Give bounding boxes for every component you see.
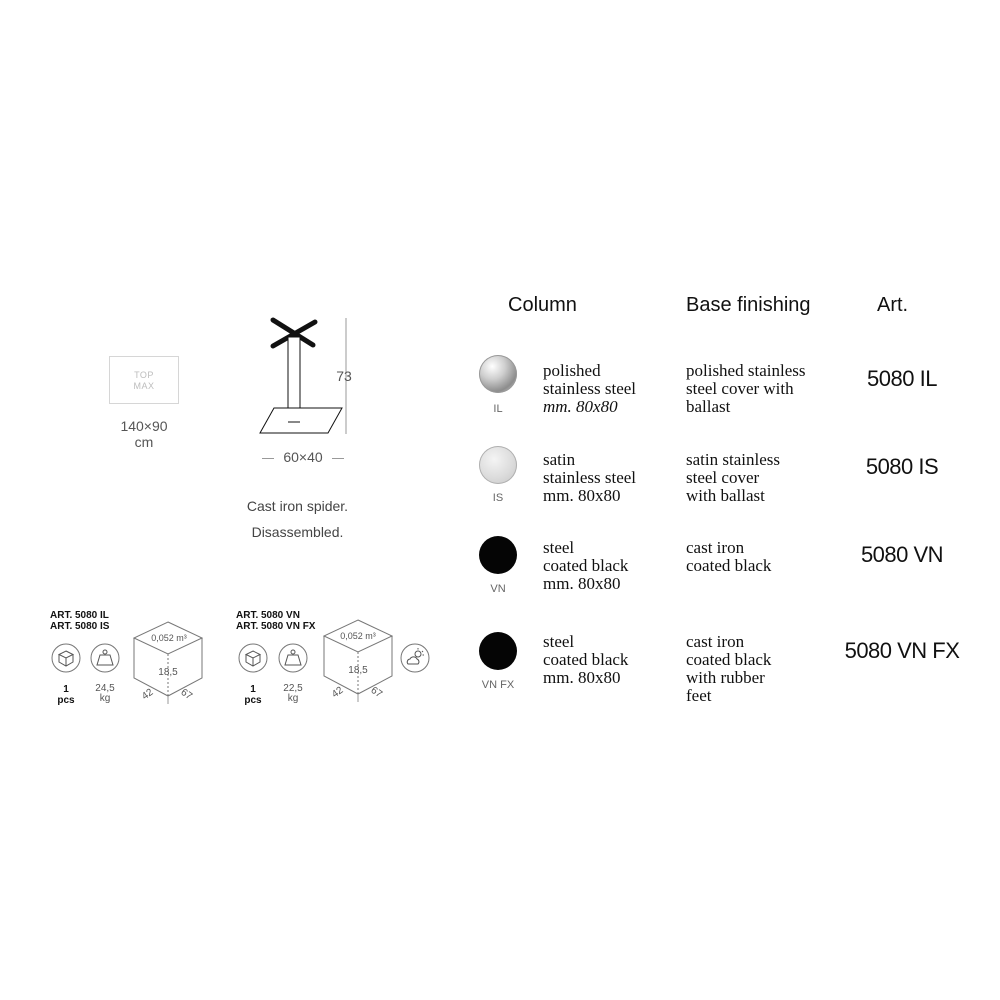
package-1-volume: 0,052 m³	[151, 633, 187, 643]
row-2-column-line-1: satin	[543, 450, 576, 469]
box-icon	[238, 643, 268, 673]
base-dimensions: 60×40	[258, 449, 348, 465]
package-1-quantity	[51, 684, 81, 706]
row-3-base-line-2: coated black	[686, 556, 772, 575]
row-4-base	[686, 633, 771, 705]
package-2-weight-unit: kg	[287, 693, 299, 704]
top-max-label-2: MAX	[133, 381, 155, 391]
row-2-art: 5080 IS	[865, 454, 939, 479]
swatch-polished-steel	[479, 355, 517, 393]
package-1-articles	[50, 610, 109, 632]
package-2-volume: 0,052 m³	[340, 631, 376, 641]
package-2-weight	[278, 684, 308, 704]
package-2-depth: 42	[330, 684, 346, 701]
row-3-column	[543, 539, 628, 593]
row-4-base-line-3: with rubber	[686, 668, 765, 687]
row-4-base-line-1: cast iron	[686, 632, 745, 651]
package-1-qty: 1	[63, 684, 69, 695]
row-3-column-line-2: coated black	[543, 556, 629, 575]
row-4-code: VN FX	[481, 679, 515, 691]
row-1-base-line-1: polished stainless	[686, 361, 806, 380]
package-1-weight-value: 24,5	[95, 683, 115, 694]
weight-icon	[278, 643, 308, 673]
base-note-line-2: Disassembled.	[251, 524, 344, 540]
row-2-column-line-2: stainless steel	[543, 468, 637, 487]
top-max-label-1: TOP	[134, 370, 154, 380]
row-2-base-line-3: with ballast	[686, 486, 765, 505]
row-1-column-line-1: polished	[543, 361, 601, 380]
package-2-weight-value: 22,5	[283, 683, 303, 694]
row-2-column	[543, 451, 636, 505]
row-2-base-line-1: satin stainless	[686, 450, 780, 469]
row-4-base-line-2: coated black	[686, 650, 772, 669]
package-1-width: 67	[178, 686, 194, 703]
package-1-weight-unit: kg	[99, 693, 111, 704]
base-note-line-1: Cast iron spider.	[246, 498, 349, 514]
package-2-art-2: ART. 5080 VN FX	[236, 621, 316, 632]
row-4-column-line-1: steel	[543, 632, 575, 651]
row-2-base-line-2: steel cover	[686, 468, 760, 487]
top-dim-unit: cm	[134, 434, 154, 450]
row-3-art: 5080 VN	[860, 542, 944, 567]
row-1-base-line-3: ballast	[686, 397, 731, 416]
row-4-column-line-2: coated black	[543, 650, 629, 669]
row-3-column-line-3: mm. 80x80	[543, 574, 621, 593]
header-base-finishing: Base finishing	[686, 294, 811, 316]
row-1-code: IL	[493, 403, 503, 415]
package-2-height: 18,5	[348, 665, 368, 676]
swatch-black	[479, 632, 517, 670]
row-1-base	[686, 362, 805, 416]
row-3-code: VN	[490, 583, 506, 595]
row-4-column-line-3: mm. 80x80	[543, 668, 621, 687]
package-2-qty-unit: pcs	[244, 695, 262, 706]
top-max-dimensions	[100, 418, 188, 450]
package-2-art-1: ART. 5080 VN	[236, 610, 300, 621]
package-1-height: 18,5	[158, 667, 178, 678]
swatch-black	[479, 536, 517, 574]
header-column: Column	[508, 294, 577, 316]
row-2-column-line-3: mm. 80x80	[543, 486, 621, 505]
package-1-art-1: ART. 5080 IL	[50, 610, 109, 621]
package-1-qty-unit: pcs	[57, 695, 75, 706]
top-max-icon	[109, 356, 179, 404]
row-1-column	[543, 362, 636, 416]
height-label: 73	[336, 368, 352, 384]
row-1-art: 5080 IL	[867, 366, 937, 391]
row-3-column-line-1: steel	[543, 538, 575, 557]
swatch-satin-steel	[479, 446, 517, 484]
row-1-base-line-2: steel cover with	[686, 379, 794, 398]
box-icon	[51, 643, 81, 673]
row-1-column-line-2: stainless steel	[543, 379, 637, 398]
row-2-base	[686, 451, 780, 505]
top-dim-value: 140×90	[120, 418, 168, 434]
package-2-quantity	[238, 684, 268, 706]
outdoor-weather-icon	[400, 643, 430, 673]
package-1-depth: 42	[140, 686, 156, 703]
weight-icon	[90, 643, 120, 673]
package-1-art-2: ART. 5080 IS	[50, 621, 110, 632]
package-2-width: 67	[368, 684, 384, 701]
row-1-column-line-3: mm. 80x80	[543, 397, 618, 416]
row-3-base-line-1: cast iron	[686, 538, 745, 557]
row-4-column	[543, 633, 628, 687]
row-4-art: 5080 VN FX	[844, 638, 960, 663]
row-4-base-line-4: feet	[686, 686, 712, 705]
header-art: Art.	[877, 294, 909, 316]
package-2-articles	[236, 610, 315, 632]
row-2-code: IS	[492, 492, 504, 504]
package-1-weight	[90, 684, 120, 704]
row-3-base	[686, 539, 771, 575]
package-2-qty: 1	[250, 684, 256, 695]
